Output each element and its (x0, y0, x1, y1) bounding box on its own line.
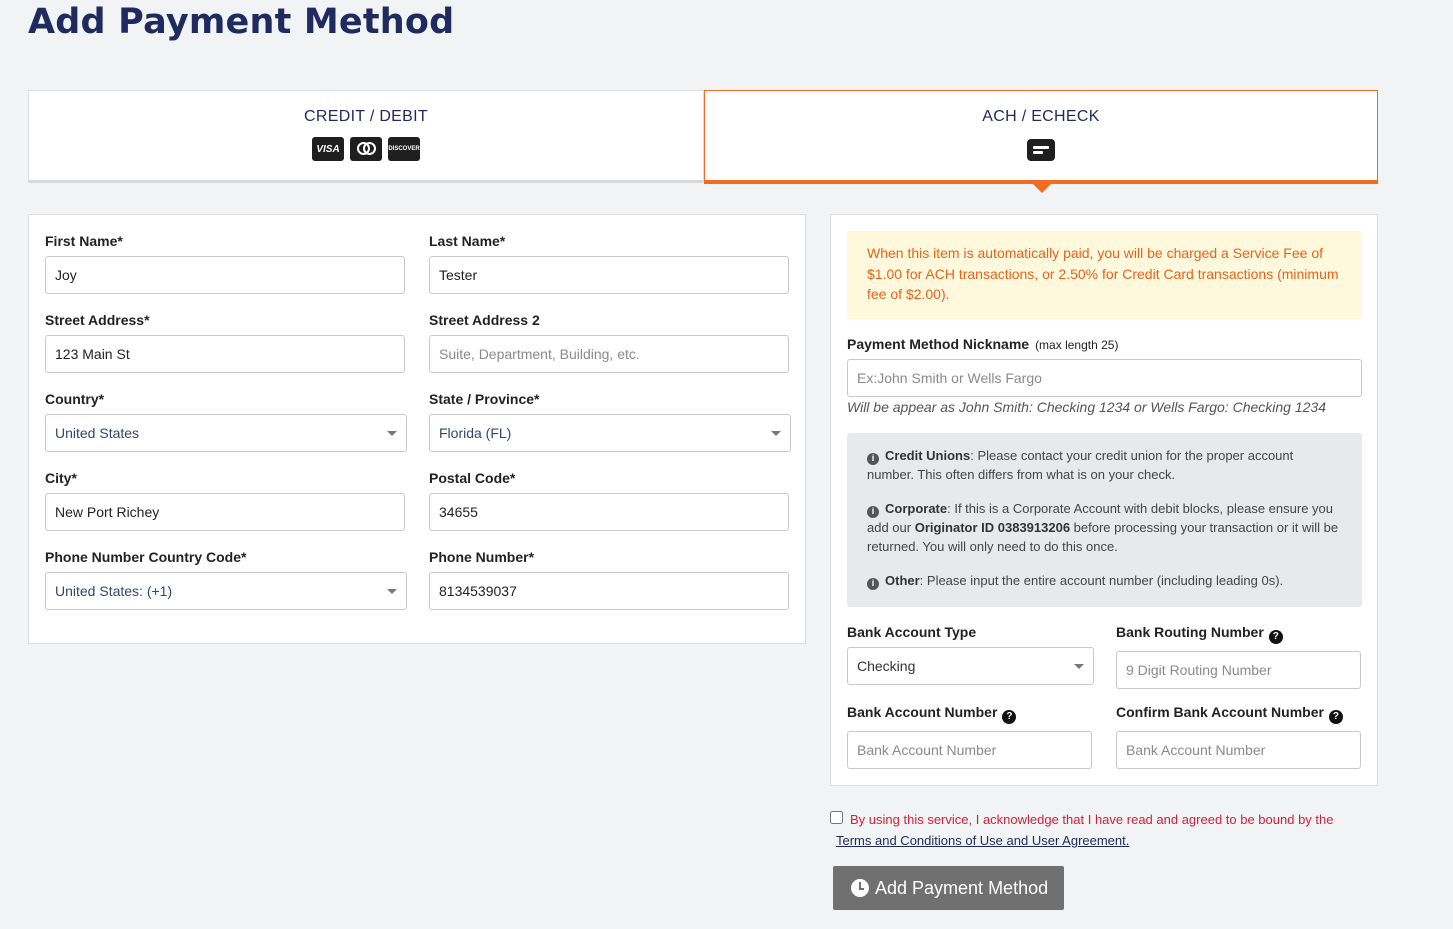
postal-code-field[interactable] (429, 493, 789, 531)
tab-ach-echeck-label: ACH / ECHECK (982, 108, 1100, 125)
nickname-label: Payment Method Nickname (max length 25) (847, 336, 1119, 352)
country-group (45, 391, 407, 452)
active-tab-indicator (1033, 184, 1051, 193)
visa-icon: VISA (312, 137, 344, 161)
nickname-max-length-note: (max length 25) (1035, 338, 1119, 352)
nickname-group (847, 336, 1362, 397)
phone-number-field[interactable] (429, 572, 789, 610)
street-address-2-group (429, 312, 789, 373)
state-select[interactable] (429, 414, 791, 452)
payment-type-tabs (28, 90, 1378, 184)
terms-checkbox[interactable] (830, 811, 843, 824)
terms-text: By using this service, I acknowledge that I have read and agreed to be bound by the (850, 812, 1334, 827)
postal-code-label: Postal Code* (429, 470, 516, 486)
help-icon[interactable]: ? (1002, 710, 1016, 724)
confirm-account-number-field[interactable] (1116, 731, 1361, 769)
city-label: City* (45, 470, 77, 486)
city-group (45, 470, 405, 531)
tab-ach-echeck[interactable] (704, 90, 1378, 184)
nickname-hint: Will be appear as John Smith: Checking 1234 or Wells Fargo: Checking 1234 (847, 399, 1326, 415)
routing-number-label: Bank Routing Number ? (1116, 624, 1361, 644)
tab-credit-debit-label: CREDIT / DEBIT (304, 108, 428, 125)
street-address-2-field[interactable] (429, 335, 789, 373)
first-name-label: First Name* (45, 233, 123, 249)
account-number-label: Bank Account Number ? (847, 704, 1092, 724)
country-label: Country* (45, 391, 105, 407)
info-icon: i (867, 506, 879, 518)
terms-agreement (830, 809, 1390, 851)
info-icon: i (867, 453, 879, 465)
state-value: Florida (FL) (439, 425, 512, 441)
street-address-2-label: Street Address 2 (429, 312, 540, 328)
corporate-note: i Corporate: If this is a Corporate Account with debit blocks, please ensure you add our Originator ID 0383913206 before processing your transaction or it will be returned. You will only need to do this once. (867, 501, 1339, 554)
account-type-select[interactable] (847, 647, 1094, 685)
confirm-account-number-group (1116, 704, 1361, 769)
discover-icon: DISCOVER (388, 137, 420, 161)
nickname-field[interactable] (847, 359, 1362, 397)
mastercard-icon (350, 137, 382, 161)
first-name-field[interactable] (45, 256, 405, 294)
ach-details-panel (830, 214, 1378, 786)
state-label: State / Province* (429, 391, 540, 407)
add-payment-method-label: Add Payment Method (875, 877, 1049, 898)
account-type-label: Bank Account Type (847, 624, 977, 640)
phone-country-code-value: United States: (+1) (55, 583, 173, 599)
country-select[interactable] (45, 414, 407, 452)
last-name-group (429, 233, 789, 294)
street-address-field[interactable] (45, 335, 405, 373)
phone-country-code-select[interactable] (45, 572, 407, 610)
originator-id: Originator ID 0383913206 (914, 520, 1071, 535)
first-name-group (45, 233, 405, 294)
other-note: i Other: Please input the entire account number (including leading 0s). (867, 571, 1342, 590)
phone-country-code-group (45, 549, 407, 610)
routing-number-field[interactable] (1116, 651, 1361, 689)
account-number-field[interactable] (847, 731, 1092, 769)
check-icon (1027, 139, 1055, 161)
phone-number-label: Phone Number* (429, 549, 535, 565)
phone-country-code-label: Phone Number Country Code* (45, 549, 247, 565)
street-address-group (45, 312, 405, 373)
help-icon[interactable]: ? (1269, 630, 1283, 644)
chevron-down-icon (1074, 664, 1084, 669)
chevron-down-icon (387, 431, 397, 436)
add-payment-method-button[interactable] (833, 866, 1064, 910)
clock-icon (851, 879, 869, 897)
country-value: United States (55, 425, 140, 441)
account-number-group (847, 704, 1092, 769)
page-title: Add Payment Method (28, 2, 455, 42)
city-field[interactable] (45, 493, 405, 531)
phone-number-group (429, 549, 789, 610)
service-fee-notice: When this item is automatically paid, you will be charged a Service Fee of $1.00 for ACH transactions, or 2.50% for Credit Card transactions (minimum fee of $2.00). (847, 231, 1362, 319)
chevron-down-icon (387, 589, 397, 594)
card-brand-icons (312, 137, 420, 161)
account-type-group (847, 624, 1094, 685)
credit-unions-note: i Credit Unions: Please contact your credit union for the proper account number. This often differs from what is on your check. (867, 448, 1294, 482)
last-name-label: Last Name* (429, 233, 506, 249)
confirm-account-number-label: Confirm Bank Account Number ? (1116, 704, 1361, 724)
terms-link[interactable]: Terms and Conditions of Use and User Agreement. (836, 833, 1130, 848)
account-info-box (847, 433, 1362, 607)
account-type-value: Checking (857, 658, 916, 674)
street-address-label: Street Address* (45, 312, 150, 328)
info-icon: i (867, 578, 879, 590)
routing-number-group (1116, 624, 1361, 689)
chevron-down-icon (771, 431, 781, 436)
billing-address-panel (28, 214, 806, 644)
tab-credit-debit[interactable] (28, 90, 704, 183)
last-name-field[interactable] (429, 256, 789, 294)
help-icon[interactable]: ? (1329, 710, 1343, 724)
state-group (429, 391, 791, 452)
postal-code-group (429, 470, 789, 531)
